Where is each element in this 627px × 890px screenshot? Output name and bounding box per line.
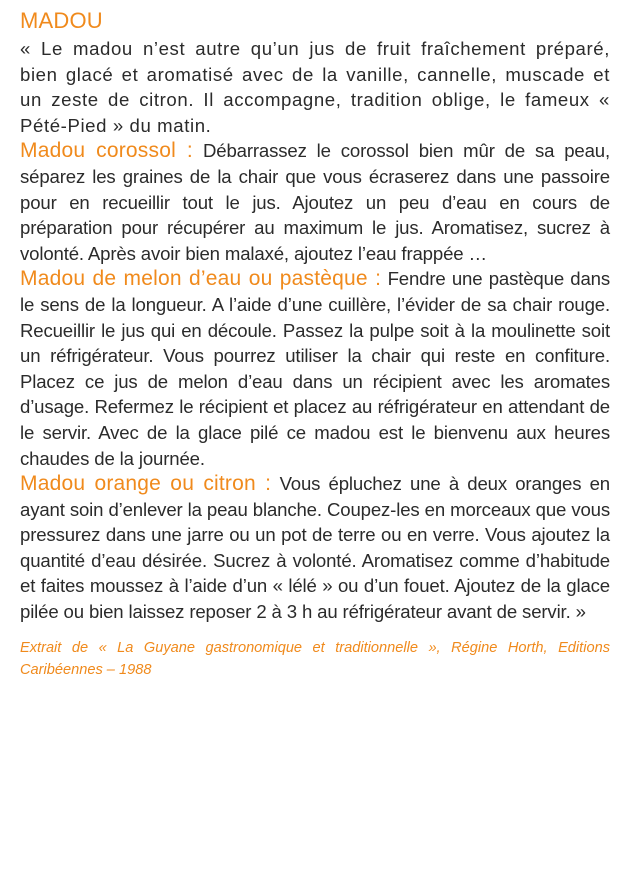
article <box>20 6 610 695</box>
recipe-pasteque <box>20 266 610 471</box>
recipe-heading: Madou de melon d’eau ou pastèque : <box>20 267 382 291</box>
recipe-text: Vous épluchez une à deux oranges en ayant soin d’enlever la peau blanche. Coupez-les en morceaux que vous pressurez dans une jarre ou un pot de terre ou en verre. Vous ajoutez la quantité d’eau désirée. Sucrez à volonté. Aromatisez comme d’habitude et faites moussez à l’aide d’un « lélé » ou d’un fouet. Ajoutez de la glace pilée ou bien laissez reposer 2 à 3 h au réfrigérateur avant de servir. » <box>20 473 610 623</box>
recipe-corossol <box>20 138 610 266</box>
recipe-orange-citron <box>20 471 610 625</box>
recipe-text: Débarrassez le corossol bien mûr de sa peau, séparez les graines de la chair que vous écraserez dans une passoire pour en recueillir tout le jus. Ajoutez un peu d’eau en cours de préparation pour récupérer au maximum le jus. Aromatisez, sucrez à volonté. Après avoir bien malaxé, ajoutez l’eau frappée … <box>20 140 611 264</box>
recipe-heading: Madou orange ou citron : <box>20 472 272 496</box>
intro-paragraph: « Le madou n’est autre qu’un jus de fruit fraîchement préparé, bien glacé et aromatisé avec de la vanille, cannelle, muscade et un zeste de citron. Il accompagne, tradition oblige, le fameux « Pété-Pied » du matin. <box>20 38 610 136</box>
source-credit: Extrait de « La Guyane gastronomique et traditionnelle », Régine Horth, Editions Caribéennes – 1988 <box>20 639 610 678</box>
recipe-heading: Madou corossol : <box>20 139 193 163</box>
recipe-text: Fendre une pastèque dans le sens de la longueur. A l’aide d’une cuillère, l’évider de sa chair rouge. Recueillir le jus qui en découle. Passez la pulpe soit à la moulinette soit un réfrigérateur. Vous pourrez utiliser la chair qui reste en confiture. Placez ce jus de melon d’eau dans un récipient avec les aromates d’usage. Refermez le récipient et placez au réfrigérateur en attendant de le servir. Avec de la glace pilé ce madou est le bienvenu aux heures chaudes de la journée. <box>20 268 611 469</box>
article-title: MADOU <box>20 8 103 33</box>
